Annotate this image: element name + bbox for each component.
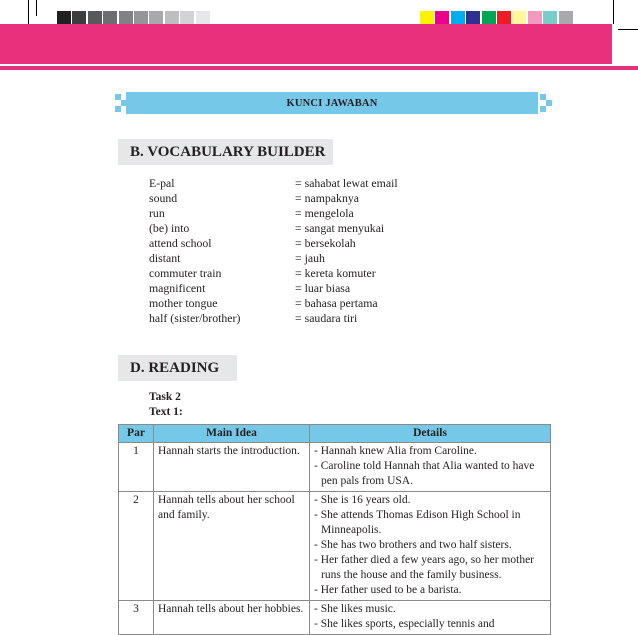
vocabulary-item	[149, 281, 398, 296]
details-cell	[310, 492, 551, 601]
crop-mark-top-left-vertical	[28, 0, 29, 24]
crop-mark-top-right-horizontal	[618, 29, 638, 30]
banner-decoration-right	[540, 106, 546, 112]
magenta-header-band	[0, 24, 612, 64]
vocabulary-term: attend school	[149, 236, 212, 250]
detail-item: - Caroline told Hannah that Alia wanted to have pen pals from USA.	[314, 460, 535, 487]
par-cell: 3	[119, 601, 154, 635]
detail-item: - Hannah knew Alia from Caroline.	[314, 445, 477, 457]
vocabulary-definition: = nampaknya	[295, 191, 359, 205]
detail-item: - Her father used to be a barista.	[314, 584, 462, 596]
vocabulary-item	[149, 311, 398, 326]
detail-item: - She is 16 years old.	[314, 494, 411, 506]
detail-item: - She likes sports, especially tennis and	[314, 618, 495, 630]
vocabulary-definition: = sangat menyukai	[295, 221, 385, 235]
reading-answer-table	[118, 424, 551, 635]
crop-mark-top-right-vertical	[613, 0, 614, 24]
main-idea-cell: Hannah tells about her hobbies.	[154, 601, 310, 635]
vocabulary-item	[149, 191, 398, 206]
details-cell	[310, 601, 551, 635]
answer-key-title: KUNCI JAWABAN	[286, 97, 378, 109]
par-cell: 2	[119, 492, 154, 601]
vocabulary-term: half (sister/brother)	[149, 311, 241, 325]
detail-item: - She attends Thomas Edison High School in Minneapolis.	[314, 509, 521, 536]
details-cell	[310, 443, 551, 492]
text-label: Text 1:	[149, 406, 183, 418]
vocabulary-section-heading	[118, 139, 333, 165]
vocabulary-item	[149, 221, 398, 236]
vocabulary-item	[149, 236, 398, 251]
vocabulary-definition: = sahabat lewat email	[295, 176, 398, 190]
par-cell: 1	[119, 443, 154, 492]
vocabulary-item	[149, 176, 398, 191]
vocabulary-definition: = bersekolah	[295, 236, 356, 250]
vocabulary-item	[149, 206, 398, 221]
vocabulary-term: distant	[149, 251, 181, 265]
vocabulary-term: commuter train	[149, 266, 222, 280]
vocabulary-definition: = mengelola	[295, 206, 354, 220]
crop-mark-top-left-vertical-2	[36, 0, 37, 16]
vocabulary-term: sound	[149, 191, 178, 205]
vocabulary-term: E-pal	[149, 176, 175, 190]
vocabulary-definition: = kereta komuter	[295, 266, 376, 280]
magenta-header-rule	[0, 66, 638, 70]
table-header-row	[119, 425, 551, 443]
vocabulary-item	[149, 251, 398, 266]
column-header-main-idea: Main Idea	[154, 425, 310, 443]
banner-decoration-left	[115, 106, 121, 112]
vocabulary-definition: = saudara tiri	[295, 311, 358, 325]
main-idea-cell: Hannah starts the introduction.	[154, 443, 310, 492]
column-header-par: Par	[119, 425, 154, 443]
vocabulary-term: (be) into	[149, 221, 190, 235]
vocabulary-term: magnificent	[149, 281, 206, 295]
vocabulary-definition: = jauh	[295, 251, 325, 265]
detail-item: - She likes music.	[314, 603, 396, 615]
vocabulary-term: mother tongue	[149, 296, 218, 310]
vocabulary-list	[149, 176, 398, 326]
banner-decoration-right	[546, 100, 552, 106]
main-idea-cell: Hannah tells about her school and family.	[154, 492, 310, 601]
vocabulary-term: run	[149, 206, 165, 220]
detail-item: - She has two brothers and two half sisters.	[314, 539, 512, 551]
answer-key-banner	[126, 92, 538, 114]
vocabulary-heading-text: B. VOCABULARY BUILDER	[130, 143, 326, 160]
vocabulary-definition: = bahasa pertama	[295, 296, 378, 310]
reading-heading-text: D. READING	[130, 359, 220, 376]
task-label: Task 2	[149, 391, 181, 403]
detail-item: - Her father died a few years ago, so her mother runs the house and the family business.	[314, 554, 534, 581]
table-row	[119, 443, 551, 492]
vocabulary-item	[149, 296, 398, 311]
table-row	[119, 492, 551, 601]
reading-section-heading	[118, 355, 237, 381]
column-header-details: Details	[310, 425, 551, 443]
vocabulary-definition: = luar biasa	[295, 281, 351, 295]
table-row	[119, 601, 551, 635]
vocabulary-item	[149, 266, 398, 281]
